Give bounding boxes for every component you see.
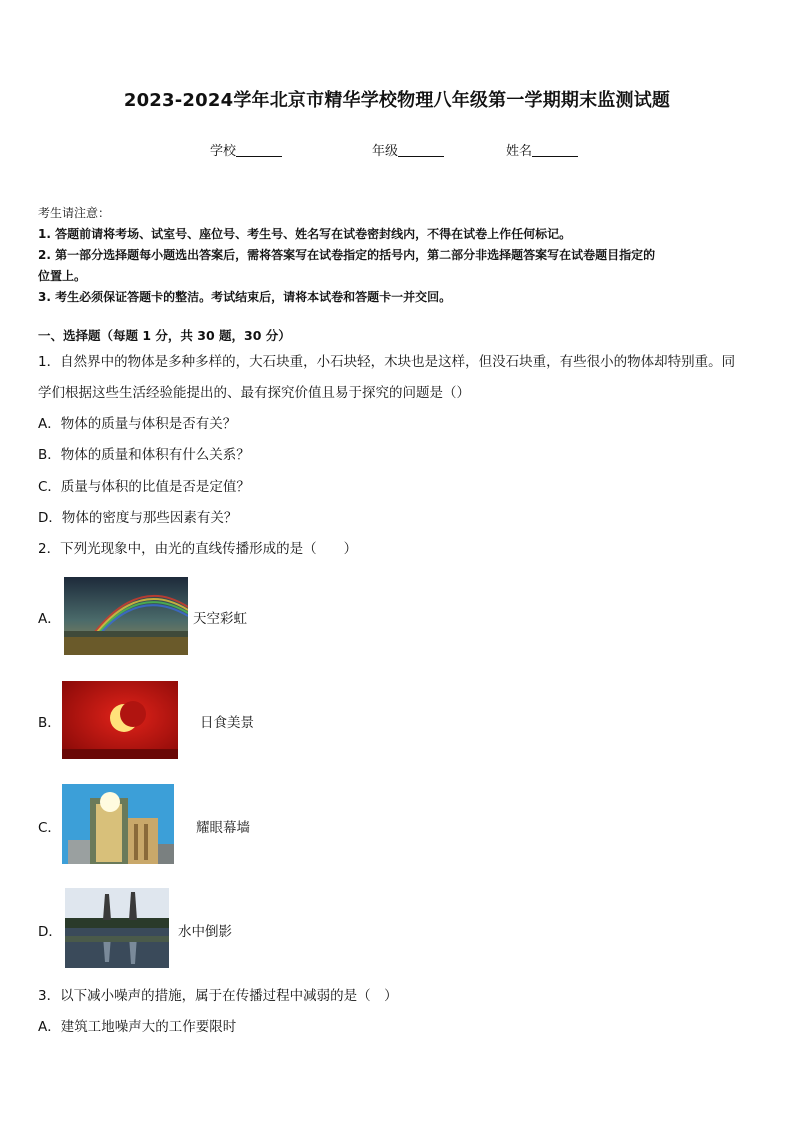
name-blank	[532, 142, 578, 157]
notes-item-2-cont: 位置上。	[38, 269, 87, 283]
glass-wall-photo	[62, 784, 174, 864]
water-reflection-photo	[65, 888, 169, 968]
notes-heading: 考生请注意：	[38, 206, 111, 220]
school-field	[210, 140, 282, 159]
q2-option-a-text: 天空彩虹	[193, 611, 247, 627]
q2-option-d-letter: D．	[38, 924, 62, 940]
q2-option-b-text: 日食美景	[200, 715, 254, 731]
grade-field	[372, 140, 444, 159]
q2-option-b	[0, 680, 794, 762]
notes-item-3: 3. 考生必须保证答题卡的整洁。考试结束后，请将本试卷和答题卡一并交回。	[38, 290, 452, 304]
eclipse-illustration	[62, 681, 178, 759]
q2-option-a	[0, 575, 794, 657]
rainbow-photo	[64, 577, 188, 655]
glass-wall-illustration	[62, 784, 174, 864]
q3-stem: 3．以下减小噪声的措施，属于在传播过程中减弱的是（ ）	[38, 988, 398, 1004]
q2-option-d	[0, 887, 794, 971]
q2-option-b-letter: B．	[38, 715, 61, 731]
rainbow-illustration	[64, 577, 188, 655]
grade-label: 年级	[372, 144, 399, 159]
name-label: 姓名	[506, 144, 533, 159]
section-title: 一、选择题（每题 1 分，共 30 题，30 分）	[38, 328, 291, 343]
water-reflection-illustration	[65, 888, 169, 968]
q1-stem-line1: 1．自然界中的物体是多种多样的，大石块重，小石块轻，木块也是这样，但没石块重，有些很小的物体却特别重。同	[38, 354, 736, 370]
notes-item-2: 2. 第一部分选择题每小题选出答案后，需将答案写在试卷指定的括号内，第二部分非选择题答案写在试卷题目指定的	[38, 248, 656, 262]
school-label: 学校	[210, 144, 237, 159]
q2-stem: 2．下列光现象中，由光的直线传播形成的是（ ）	[38, 541, 358, 557]
page-title: 2023-2024学年北京市精华学校物理八年级第一学期期末监测试题	[123, 90, 671, 111]
q2-option-c-text: 耀眼幕墙	[196, 820, 250, 836]
q1-option-d: D．物体的密度与那些因素有关？	[38, 510, 238, 526]
q3-option-a: A．建筑工地噪声大的工作要限时	[38, 1019, 237, 1035]
notes-item-1: 1. 答题前请将考场、试室号、座位号、考生号、姓名写在试卷密封线内，不得在试卷上作任何标记。	[38, 227, 572, 241]
name-field	[506, 140, 578, 159]
student-info-row	[0, 140, 794, 160]
q2-option-d-text: 水中倒影	[178, 924, 232, 940]
q1-stem-line2: 学们根据这些生活经验能提出的、最有探究价值且易于探究的问题是（）	[38, 385, 470, 401]
q2-option-a-letter: A．	[38, 611, 61, 627]
q2-option-c-letter: C．	[38, 820, 61, 836]
grade-blank	[398, 142, 444, 157]
eclipse-photo	[62, 681, 178, 759]
q1-option-a: A．物体的质量与体积是否有关？	[38, 416, 237, 432]
q1-option-b: B．物体的质量和体积有什么关系？	[38, 447, 250, 463]
q2-option-c	[0, 783, 794, 867]
q1-option-c: C．质量与体积的比值是否是定值？	[38, 479, 250, 495]
school-blank	[236, 142, 282, 157]
exam-notes	[38, 203, 760, 308]
